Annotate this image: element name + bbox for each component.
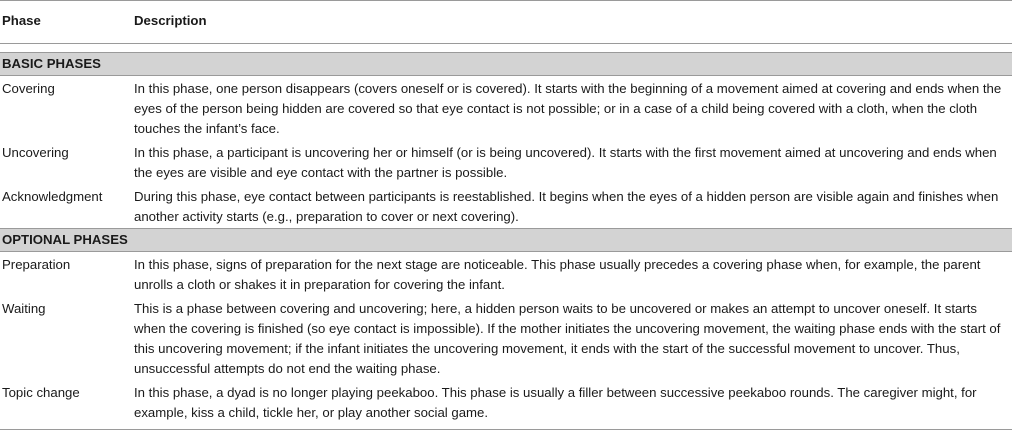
description-cell: In this phase, a participant is uncovering her or himself (or is being uncovered). It starts with the first movement aimed at uncovering and ends when the eyes are visible and eye contact with the partner is possible.: [134, 145, 997, 180]
table-row: [0, 252, 1012, 297]
phase-cell: Acknowledgment: [2, 189, 103, 204]
table-row: [0, 140, 1012, 184]
header-row: [0, 1, 1012, 44]
description-cell: This is a phase between covering and uncovering; here, a hidden person waits to be uncovered or makes an attempt to uncover oneself. It starts when the covering is finished (so eye contact is impossible). If the mother initiates the uncovering movement, the waiting phase ends with the start of this uncovering movement; if the infant initiates the uncovering movement, it ends with the start of the successful movement to uncover. Thus, unsuccessful attempts do not end the waiting phase.: [134, 301, 1001, 376]
table-row: [0, 184, 1012, 229]
column-header-phase: Phase: [0, 1, 134, 44]
section-header-optional: [0, 229, 1012, 252]
table-row: [0, 76, 1012, 141]
phase-cell: Topic change: [0, 380, 134, 430]
column-header-description: Description: [134, 1, 1012, 44]
description-cell: In this phase, one person disappears (covers oneself or is covered). It starts with the beginning of a movement aimed at covering and ends when the eyes of the person being hidden are covered so that eye contact is not possible; or in a case of a child being covered with a cloth, when the cloth touches the infant’s face.: [134, 81, 1002, 136]
phase-cell: Preparation: [2, 257, 71, 272]
description-cell: In this phase, a dyad is no longer playing peekaboo. This phase is usually a filler between successive peekaboo rounds. The caregiver might, for example, kiss a child, tickle her, or play another social game.: [134, 380, 1012, 430]
description-cell: In this phase, signs of preparation for the next stage are noticeable. This phase usually precedes a covering phase when, for example, the parent unrolls a cloth or shakes it in preparation for covering the infant.: [134, 257, 981, 292]
phase-cell: Covering: [2, 81, 55, 96]
section-header-basic: [0, 53, 1012, 76]
phase-cell: Waiting: [2, 301, 46, 316]
table-row: [0, 296, 1012, 380]
section-title: OPTIONAL PHASES: [0, 229, 1012, 252]
table-row: [0, 380, 1012, 430]
section-title: BASIC PHASES: [0, 53, 1012, 76]
phase-cell: Uncovering: [2, 145, 69, 160]
description-cell: During this phase, eye contact between participants is reestablished. It begins when the eyes of a hidden person are visible again and finishes when another activity starts (e.g., preparation to cover or next covering).: [134, 189, 999, 224]
